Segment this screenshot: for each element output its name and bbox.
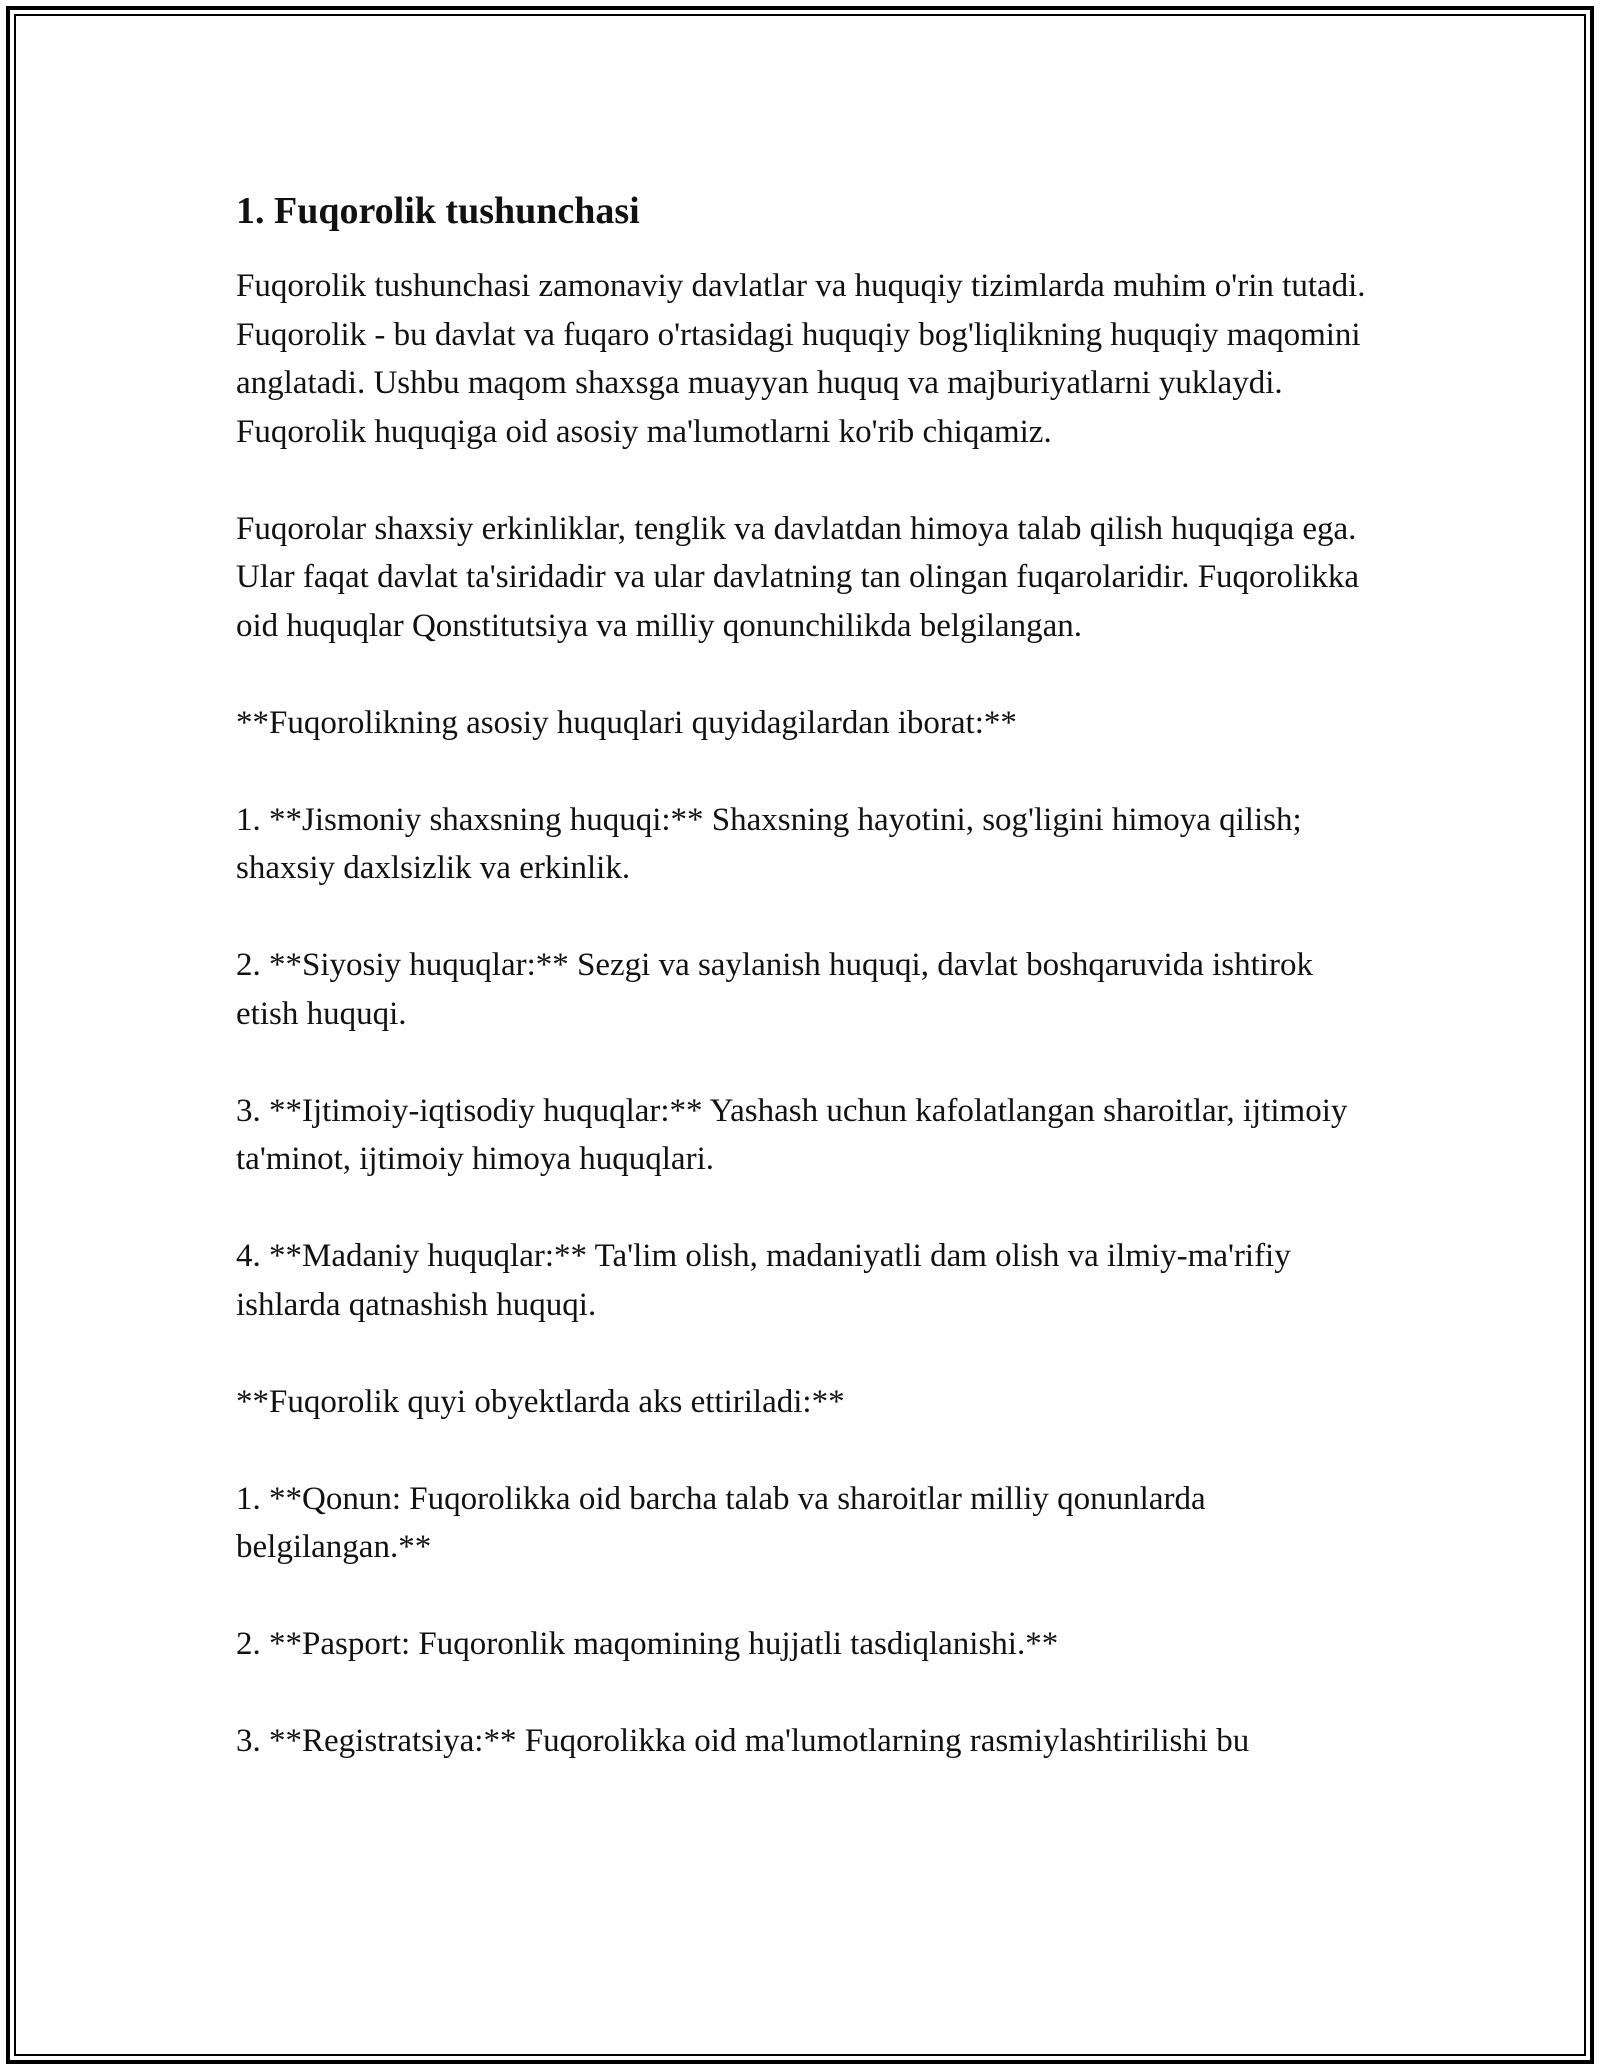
list-item-rights-1: 1. **Jismoniy shaxsning huquqi:** Shaxsning hayotini, sog'ligini himoya qilish; shaxsiy daxlsizlik va erkinlik. xyxy=(236,801,1302,886)
paragraph-gap xyxy=(236,1038,1376,1087)
document-body xyxy=(236,186,1376,1766)
list-item-objects-2: 2. **Pasport: Fuqoronlik maqomining hujjatli tasdiqlanishi.** xyxy=(236,1626,1059,1662)
list-item-rights-2: 2. **Siyosiy huquqlar:** Sezgi va saylanish huquqi, davlat boshqaruvida ishtirok etish huquqi. xyxy=(236,947,1313,1032)
list-item-objects-1: 1. **Qonun: Fuqorolikka oid barcha talab va sharoitlar milliy qonunlarda belgilangan.** xyxy=(236,1480,1206,1565)
paragraph-rights-heading: **Fuqorolikning asosiy huquqlari quyidagilardan iborat:** xyxy=(236,704,1017,741)
paragraph-gap xyxy=(236,1572,1376,1621)
paragraph-rights-overview: Fuqorolar shaxsiy erkinliklar, tenglik va davlatdan himoya talab qilish huquqiga ega. Ular faqat davlat ta'siridadir va ular davlatning tan olingan fuqarolaridir. Fuqorolikka oid huquqlar Qonstitutsiya va milliy qonunchilikda belgilangan. xyxy=(236,510,1360,644)
list-item-objects-3: 3. **Registratsiya:** Fuqorolikka oid ma'lumotlarning rasmiylashtirilishi bu xyxy=(236,1723,1250,1759)
paragraph-gap xyxy=(236,1184,1376,1233)
paragraph-objects-heading: **Fuqorolik quyi obyektlarda aks ettiriladi:** xyxy=(236,1383,845,1420)
paragraph-gap xyxy=(236,650,1376,699)
list-item-rights-3: 3. **Ijtimoiy-iqtisodiy huquqlar:** Yashash uchun kafolatlangan sharoitlar, ijtimoiy ta'minot, ijtimoiy himoya huquqlari. xyxy=(236,1092,1348,1177)
paragraph-gap xyxy=(236,1329,1376,1378)
paragraph-gap xyxy=(236,893,1376,942)
paragraph-intro: Fuqorolik tushunchasi zamonaviy davlatlar va huquqiy tizimlarda muhim o'rin tutadi. Fuqorolik - bu davlat va fuqaro o'rtasidagi huquqiy bog'liqlikning huquqiy maqomini anglatadi. Ushbu maqom shaxsga muayyan huquq va majburiyatlarni yuklaydi. Fuqorolik huquqiga oid asosiy ma'lumotlarni ko'rib chiqamiz. xyxy=(236,268,1366,450)
paragraph-gap xyxy=(236,1669,1376,1718)
list-item-rights-4: 4. **Madaniy huquqlar:** Ta'lim olish, madaniyatli dam olish va ilmiy-ma'rifiy ishlarda qatnashish huquqi. xyxy=(236,1238,1291,1323)
paragraph-gap xyxy=(236,747,1376,796)
paragraph-gap xyxy=(236,456,1376,505)
document-title: 1. Fuqorolik tushunchasi xyxy=(236,190,640,232)
paragraph-gap xyxy=(236,1426,1376,1475)
